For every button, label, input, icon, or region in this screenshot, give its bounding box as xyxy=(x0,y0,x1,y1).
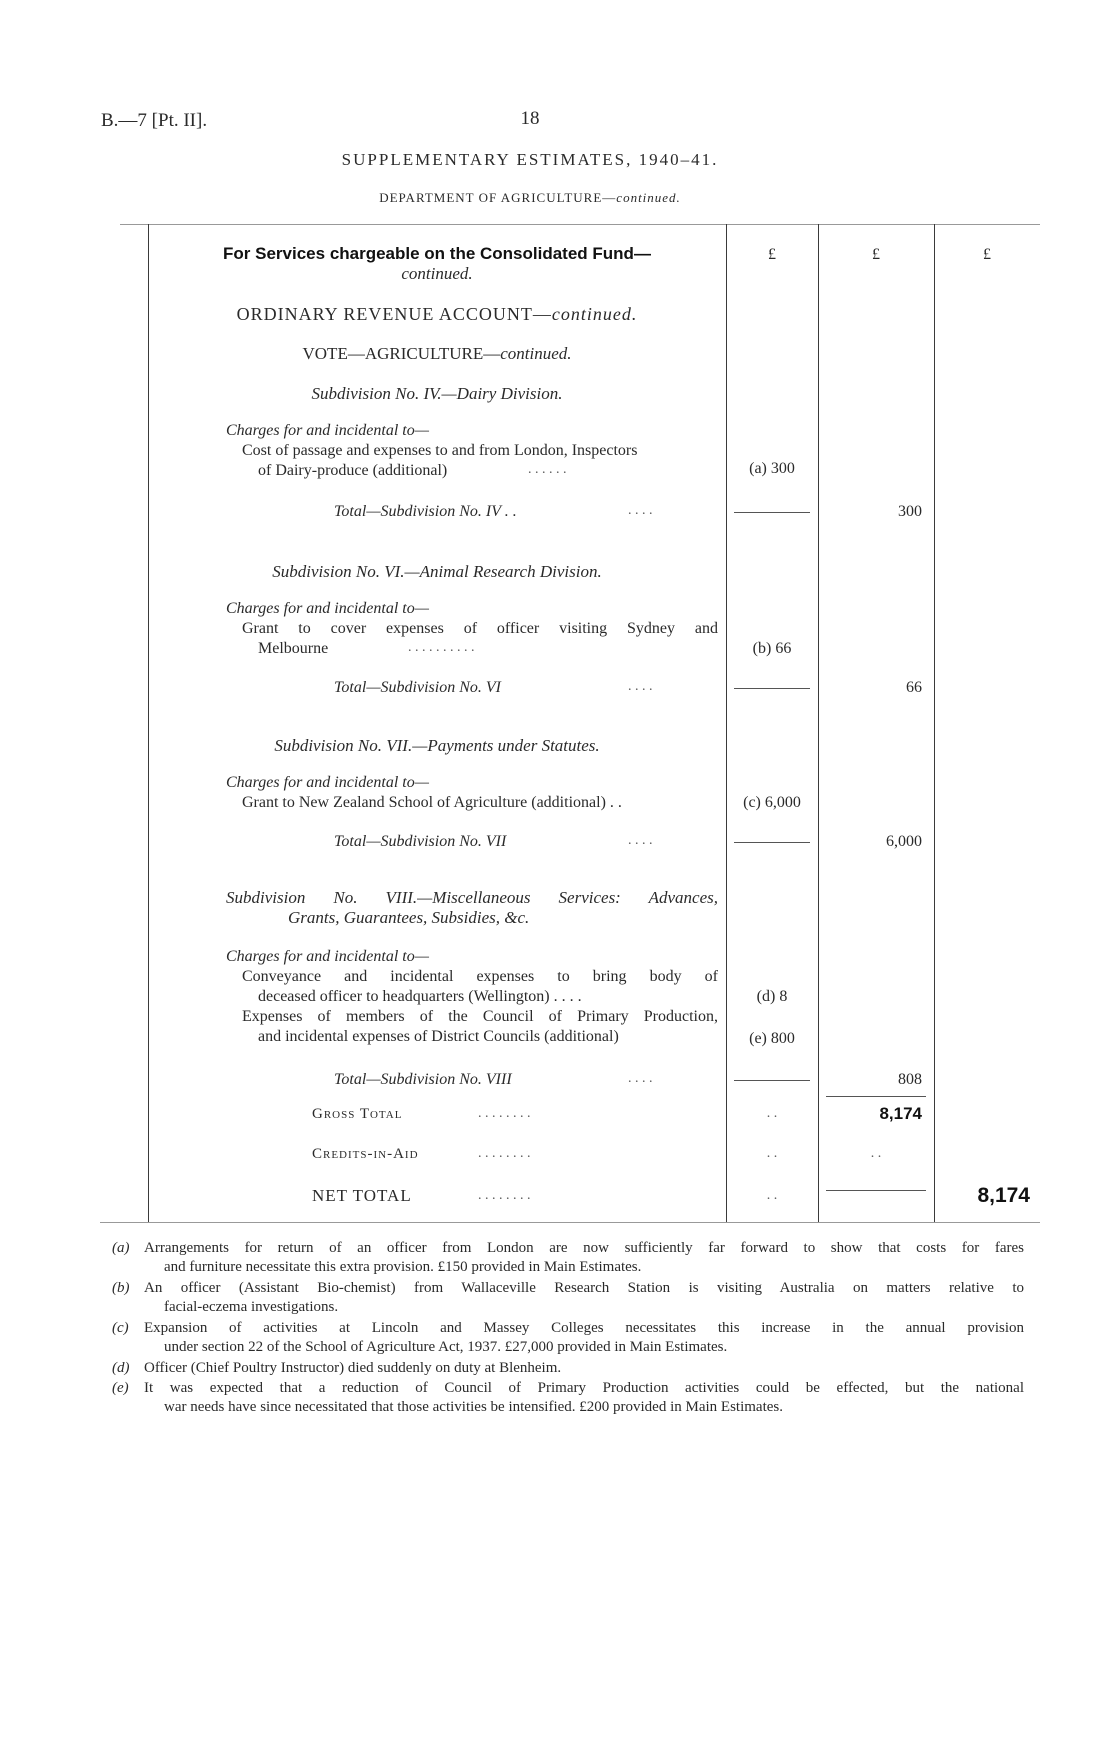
subdivision-8-sum-rule xyxy=(734,1080,810,1081)
table-heading: For Services chargeable on the Consolidated Fund— xyxy=(223,244,651,263)
gross-total-col1-empty: . . xyxy=(766,1106,778,1121)
footnote-text: Arrangements for return of an officer from London are now sufficiently far forward to show that costs for fares xyxy=(144,1240,1024,1256)
footnote-text: Expansion of activities at Lincoln and Massey Colleges necessitates this increase in the annual provision xyxy=(144,1320,1024,1336)
footnote-text: It was expected that a reduction of Council of Primary Production activities could be effected, but the national xyxy=(144,1380,1024,1396)
subdivision-8-item-2: Expenses of members of the Council of Primary Production, xyxy=(242,1008,718,1025)
subdivision-4-total: 300 xyxy=(898,503,922,520)
net-total-col1-empty: . . xyxy=(766,1188,778,1203)
account-heading xyxy=(152,304,722,325)
credits-in-aid-label: Credits-in-Aid xyxy=(312,1146,419,1162)
vote-continued: continued. xyxy=(500,344,572,363)
subdivision-8-total: 808 xyxy=(898,1071,922,1088)
subdivision-7-item: Grant to New Zealand School of Agriculture (additional) . . xyxy=(242,794,622,811)
subdivision-4-item: Cost of passage and expenses to and from London, Inspectors xyxy=(242,442,638,459)
currency-header-2: £ xyxy=(872,246,880,263)
footnote-mark: (d) xyxy=(112,1360,130,1376)
account-name: ORDINARY REVENUE ACCOUNT— xyxy=(236,304,552,324)
table-heading-continued: continued. xyxy=(401,264,473,283)
net-sum-rule xyxy=(826,1190,926,1191)
subdivision-4-leader: . . . . . . xyxy=(528,462,567,477)
net-total-amount: 8,174 xyxy=(977,1184,1030,1207)
subdivision-7-total-label: Total—Subdivision No. VII xyxy=(334,833,507,850)
document-reference: B.—7 [Pt. II]. xyxy=(101,110,208,131)
page-title: SUPPLEMENTARY ESTIMATES, 1940–41. xyxy=(341,150,719,169)
subdivision-6-item: Grant to cover expenses of officer visiting Sydney and xyxy=(242,620,718,637)
subdivision-8-title-cont: Grants, Guarantees, Subsidies, &c. xyxy=(288,908,530,927)
subdivision-4-total-leader: . . . . xyxy=(628,503,653,518)
footnote-text-cont: facial-eczema investigations. xyxy=(164,1299,339,1315)
subdivision-7-total-leader: . . . . xyxy=(628,833,653,848)
account-continued: continued. xyxy=(551,304,638,324)
column-rule-3 xyxy=(934,224,935,1222)
currency-header-1: £ xyxy=(768,246,776,263)
subdivision-6-total: 66 xyxy=(906,679,922,696)
subdivision-8-item-1: Conveyance and incidental expenses to bring body of xyxy=(242,968,718,985)
subdivision-7-amount: (c) 6,000 xyxy=(743,794,801,811)
table-bottom-rule xyxy=(100,1222,1040,1223)
vote-name: VOTE—AGRICULTURE— xyxy=(302,344,501,363)
column-rule-1 xyxy=(726,224,727,1222)
subdivision-8-total-leader: . . . . xyxy=(628,1071,653,1086)
footnote-mark: (c) xyxy=(112,1320,129,1336)
department-name: DEPARTMENT OF AGRICULTURE— xyxy=(379,190,617,205)
subdivision-8-total-label: Total—Subdivision No. VIII xyxy=(334,1071,512,1088)
subdivision-4-amount: (a) 300 xyxy=(749,460,795,477)
gross-total-label: Gross Total xyxy=(312,1106,403,1122)
subdivision-8-title: Subdivision No. VIII.—Miscellaneous Services: Advances, xyxy=(226,888,718,907)
subdivision-8-charges: Charges for and incidental to— xyxy=(226,948,429,965)
subdivision-8-item-2-cont: and incidental expenses of District Councils (additional) xyxy=(258,1028,619,1045)
footnote-text-cont: and furniture necessitate this extra provision. £150 provided in Main Estimates. xyxy=(164,1259,642,1275)
footnote-text: An officer (Assistant Bio-chemist) from Wallaceville Research Station is visiting Australia on matters relative to xyxy=(144,1280,1024,1296)
currency-header-3: £ xyxy=(983,246,991,263)
subdivision-7-total: 6,000 xyxy=(886,833,922,850)
department-heading xyxy=(300,190,760,206)
table-top-rule xyxy=(120,224,1040,225)
table-left-rule xyxy=(148,224,149,1222)
subdivision-8-item-1-cont: deceased officer to headquarters (Wellington) . . . . xyxy=(258,988,582,1005)
subdivision-6-leader: . . . . . . . . . . xyxy=(408,640,475,655)
credits-in-aid-leader: . . . . . . . . xyxy=(478,1146,531,1161)
credits-in-aid-col2-empty: . . xyxy=(870,1146,882,1161)
subdivision-8-amount-1: (d) 8 xyxy=(756,988,788,1005)
department-continued: continued. xyxy=(616,190,681,205)
net-total-leader: . . . . . . . . xyxy=(478,1188,531,1203)
subdivision-7-charges: Charges for and incidental to— xyxy=(226,774,429,791)
subdivision-4-sum-rule xyxy=(734,512,810,513)
subdivision-4-title: Subdivision No. IV.—Dairy Division. xyxy=(311,384,563,403)
page-number: 18 xyxy=(520,108,540,129)
gross-total-leader: . . . . . . . . xyxy=(478,1106,531,1121)
footnote-mark: (b) xyxy=(112,1280,130,1296)
subdivision-6-sum-rule xyxy=(734,688,810,689)
subdivision-7-sum-rule xyxy=(734,842,810,843)
net-total-label: NET TOTAL xyxy=(312,1186,412,1205)
subdivision-6-item-cont: Melbourne xyxy=(258,640,329,657)
subdivision-6-charges: Charges for and incidental to— xyxy=(226,600,429,617)
subdivision-6-title: Subdivision No. VI.—Animal Research Division. xyxy=(272,562,602,581)
subdivision-4-charges: Charges for and incidental to— xyxy=(226,422,429,439)
gross-total-amount: 8,174 xyxy=(879,1104,922,1123)
footnote-text-cont: war needs have since necessitated that those activities be intensified. £200 provided in Main Estimates. xyxy=(164,1399,783,1415)
subdivision-6-amount: (b) 66 xyxy=(752,640,792,657)
credits-in-aid-col1-empty: . . xyxy=(766,1146,778,1161)
footnote-mark: (e) xyxy=(112,1380,129,1396)
subdivision-7-title: Subdivision No. VII.—Payments under Statutes. xyxy=(274,736,600,755)
subdivision-4-total-label: Total—Subdivision No. IV . . xyxy=(334,503,517,520)
subdivision-4-item-cont: of Dairy-produce (additional) xyxy=(258,462,448,479)
gross-sum-rule xyxy=(826,1096,926,1097)
subdivision-6-total-label: Total—Subdivision No. VI xyxy=(334,679,501,696)
vote-heading xyxy=(152,344,722,364)
footnote-text-cont: under section 22 of the School of Agriculture Act, 1937. £27,000 provided in Main Estimates. xyxy=(164,1339,728,1355)
footnote-mark: (a) xyxy=(112,1240,130,1256)
subdivision-8-amount-2: (e) 800 xyxy=(749,1030,795,1047)
footnote-text: Officer (Chief Poultry Instructor) died suddenly on duty at Blenheim. xyxy=(144,1360,562,1376)
subdivision-6-total-leader: . . . . xyxy=(628,679,653,694)
